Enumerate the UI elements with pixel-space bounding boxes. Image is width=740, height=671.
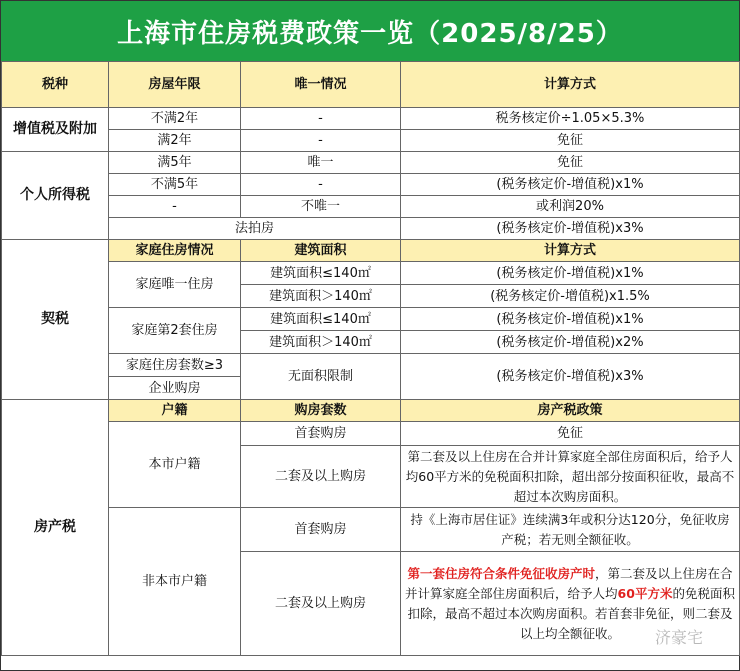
page-title: 上海市住房税费政策一览（2025/8/25）: [1, 1, 739, 61]
cell: 建筑面积≤140㎡: [241, 308, 401, 331]
property-tax-label: 房产税: [2, 400, 109, 656]
header-house-age: 房屋年限: [109, 62, 241, 108]
cell: (税务核定价-增值税)x3%: [401, 218, 740, 240]
cell: 建筑面积≤140㎡: [241, 262, 401, 285]
table-row: [2, 262, 740, 285]
table-row: [2, 174, 740, 196]
cell: (税务核定价-增值税)x1%: [401, 308, 740, 331]
cell: 法拍房: [109, 218, 401, 240]
subheader-cell: 户籍: [109, 400, 241, 422]
subheader-cell: 计算方式: [401, 240, 740, 262]
watermark: 济豪宅: [654, 628, 703, 647]
cell: 二套及以上购房: [241, 446, 401, 508]
table-row: [2, 400, 740, 422]
cell: 不满5年: [109, 174, 241, 196]
cell: 免征: [401, 152, 740, 174]
cell: 家庭第2套住房: [109, 308, 241, 354]
cell: 持《上海市居住证》连续满3年或积分达120分，免征收房产税；若无则全额征收。: [401, 508, 740, 552]
cell: 企业购房: [109, 377, 241, 400]
cell: 二套及以上购房: [241, 552, 401, 656]
highlight-text: 第一套住房符合条件免征收房产时: [407, 565, 595, 581]
cell: -: [109, 196, 241, 218]
cell: 首套购房: [241, 508, 401, 552]
cell: 建筑面积＞140㎡: [241, 285, 401, 308]
cell: 无面积限制: [241, 354, 401, 400]
cell: (税务核定价-增值税)x2%: [401, 331, 740, 354]
cell: (税务核定价-增值税)x3%: [401, 354, 740, 400]
table-row: [2, 196, 740, 218]
table-row: [2, 240, 740, 262]
subheader-cell: 家庭住房情况: [109, 240, 241, 262]
cell: 家庭住房套数≥3: [109, 354, 241, 377]
policy-text: 的免税面积扣除，最高不超过本次购房面积。若首套非免征，则二套及以上均全额征收。: [407, 585, 735, 641]
cell: -: [241, 108, 401, 130]
subheader-cell: 购房套数: [241, 400, 401, 422]
tax-table: [1, 61, 740, 656]
cell: (税务核定价-增值税)x1%: [401, 262, 740, 285]
cell: 不唯一: [241, 196, 401, 218]
table-row: [2, 152, 740, 174]
header-tax-type: 税种: [2, 62, 109, 108]
cell: 本市户籍: [109, 422, 241, 508]
deed-tax-label: 契税: [2, 240, 109, 400]
cell: 第二套及以上住房在合并计算家庭全部住房面积后，给予人均60平方米的免税面积扣除，超出部分按面积征收，最高不超过本次购房面积。: [401, 446, 740, 508]
cell: 满5年: [109, 152, 241, 174]
subheader-cell: 建筑面积: [241, 240, 401, 262]
table-row: [2, 508, 740, 552]
cell: 或利润20%: [401, 196, 740, 218]
header-row: [2, 62, 740, 108]
cell: (税务核定价-增值税)x1%: [401, 174, 740, 196]
cell: 唯一: [241, 152, 401, 174]
cell: 家庭唯一住房: [109, 262, 241, 308]
cell: 免征: [401, 422, 740, 446]
cell: (税务核定价-增值税)x1.5%: [401, 285, 740, 308]
cell: 满2年: [109, 130, 241, 152]
cell: 税务核定价÷1.05×5.3%: [401, 108, 740, 130]
cell: 首套购房: [241, 422, 401, 446]
cell: -: [241, 130, 401, 152]
header-unique: 唯一情况: [241, 62, 401, 108]
cell: -: [241, 174, 401, 196]
highlight-text: 60平方米: [617, 585, 673, 601]
table-row: [2, 130, 740, 152]
table-row: [2, 422, 740, 446]
subheader-cell: 房产税政策: [401, 400, 740, 422]
cell: 建筑面积＞140㎡: [241, 331, 401, 354]
table-row: [2, 108, 740, 130]
policy-text: ，第二套及以上住房在合并计算家庭全部住房面积后，给予人均: [405, 565, 733, 601]
cell: 非本市户籍: [109, 508, 241, 656]
header-calc: 计算方式: [401, 62, 740, 108]
cell: 不满2年: [109, 108, 241, 130]
table-row: [2, 354, 740, 377]
table-row: [2, 308, 740, 331]
cell: 免征: [401, 130, 740, 152]
vat-label: 增值税及附加: [2, 108, 109, 152]
income-tax-label: 个人所得税: [2, 152, 109, 240]
table-row: [2, 218, 740, 240]
